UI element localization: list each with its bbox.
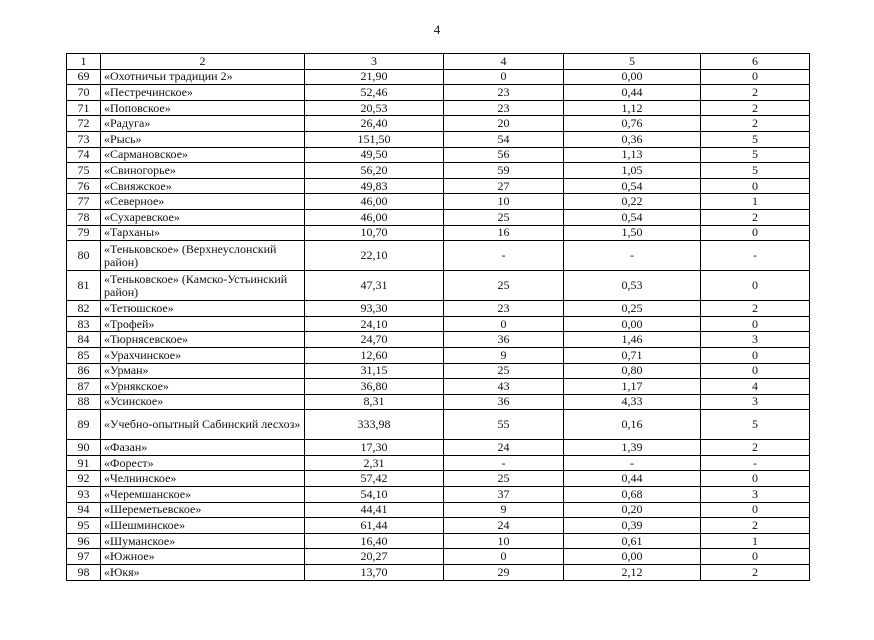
quota-cell: 2 — [701, 565, 810, 581]
density-cell: 4,33 — [564, 394, 701, 410]
count-cell: 23 — [444, 301, 564, 317]
table-row — [67, 410, 810, 440]
name-cell: «Тетюшское» — [101, 301, 305, 317]
density-cell: - — [564, 241, 701, 271]
count-cell: 9 — [444, 347, 564, 363]
table-row — [67, 518, 810, 534]
name-cell: «Черемшанское» — [101, 487, 305, 503]
density-cell: 0,53 — [564, 271, 701, 301]
row-number-cell: 72 — [67, 116, 101, 132]
name-cell: «Тарханы» — [101, 225, 305, 241]
quota-cell: 0 — [701, 316, 810, 332]
area-cell: 57,42 — [305, 471, 444, 487]
density-cell: 0,00 — [564, 316, 701, 332]
quota-cell: 5 — [701, 131, 810, 147]
area-cell: 49,50 — [305, 147, 444, 163]
name-cell: «Свияжское» — [101, 178, 305, 194]
name-cell: «Урахчинское» — [101, 347, 305, 363]
table-row — [67, 565, 810, 581]
area-cell: 10,70 — [305, 225, 444, 241]
column-header: 1 — [67, 54, 101, 70]
name-cell: «Южное» — [101, 549, 305, 565]
row-number-cell: 81 — [67, 271, 101, 301]
area-cell: 56,20 — [305, 163, 444, 179]
quota-cell: 0 — [701, 471, 810, 487]
row-number-cell: 77 — [67, 194, 101, 210]
count-cell: 24 — [444, 440, 564, 456]
row-number-cell: 97 — [67, 549, 101, 565]
row-number-cell: 95 — [67, 518, 101, 534]
name-cell: «Урман» — [101, 363, 305, 379]
count-cell: 37 — [444, 487, 564, 503]
name-cell: «Усинское» — [101, 394, 305, 410]
density-cell: 2,12 — [564, 565, 701, 581]
area-cell: 20,27 — [305, 549, 444, 565]
quota-cell: 5 — [701, 410, 810, 440]
density-cell: 0,39 — [564, 518, 701, 534]
name-cell: «Шуманское» — [101, 533, 305, 549]
density-cell: 0,36 — [564, 131, 701, 147]
density-cell: 0,71 — [564, 347, 701, 363]
density-cell: 0,76 — [564, 116, 701, 132]
area-cell: 49,83 — [305, 178, 444, 194]
area-cell: 47,31 — [305, 271, 444, 301]
name-cell: «Челнинское» — [101, 471, 305, 487]
column-header: 6 — [701, 54, 810, 70]
quota-cell: 0 — [701, 347, 810, 363]
name-cell: «Сухаревское» — [101, 209, 305, 225]
count-cell: 27 — [444, 178, 564, 194]
density-cell: 1,39 — [564, 440, 701, 456]
count-cell: 25 — [444, 271, 564, 301]
name-cell: «Северное» — [101, 194, 305, 210]
count-cell: 23 — [444, 85, 564, 101]
quota-cell: 3 — [701, 394, 810, 410]
area-cell: 22,10 — [305, 241, 444, 271]
table-row — [67, 194, 810, 210]
name-cell: «Шешминское» — [101, 518, 305, 534]
table-row — [67, 394, 810, 410]
table-row — [67, 316, 810, 332]
name-cell: «Теньковское» (Камско-Устьинский район) — [101, 271, 305, 301]
row-number-cell: 98 — [67, 565, 101, 581]
area-cell: 44,41 — [305, 502, 444, 518]
row-number-cell: 78 — [67, 209, 101, 225]
density-cell: 0,22 — [564, 194, 701, 210]
quota-cell: - — [701, 241, 810, 271]
area-cell: 46,00 — [305, 209, 444, 225]
area-cell: 26,40 — [305, 116, 444, 132]
table-row — [67, 241, 810, 271]
hunting-grounds-table — [66, 53, 810, 581]
area-cell: 333,98 — [305, 410, 444, 440]
row-number-cell: 84 — [67, 332, 101, 348]
quota-cell: 0 — [701, 69, 810, 85]
density-cell: 1,50 — [564, 225, 701, 241]
row-number-cell: 69 — [67, 69, 101, 85]
table-row — [67, 502, 810, 518]
area-cell: 13,70 — [305, 565, 444, 581]
table-row — [67, 549, 810, 565]
row-number-cell: 90 — [67, 440, 101, 456]
table-row — [67, 271, 810, 301]
count-cell: 0 — [444, 69, 564, 85]
density-cell: 0,25 — [564, 301, 701, 317]
row-number-cell: 93 — [67, 487, 101, 503]
column-header: 3 — [305, 54, 444, 70]
area-cell: 31,15 — [305, 363, 444, 379]
count-cell: 9 — [444, 502, 564, 518]
count-cell: 20 — [444, 116, 564, 132]
table-row — [67, 209, 810, 225]
name-cell: «Трофей» — [101, 316, 305, 332]
density-cell: 0,54 — [564, 209, 701, 225]
area-cell: 24,70 — [305, 332, 444, 348]
row-number-cell: 89 — [67, 410, 101, 440]
table-row — [67, 332, 810, 348]
quota-cell: 2 — [701, 100, 810, 116]
quota-cell: 5 — [701, 163, 810, 179]
density-cell: 1,46 — [564, 332, 701, 348]
name-cell: «Пестречинское» — [101, 85, 305, 101]
table-row — [67, 440, 810, 456]
row-number-cell: 86 — [67, 363, 101, 379]
row-number-cell: 79 — [67, 225, 101, 241]
quota-cell: 0 — [701, 271, 810, 301]
quota-cell: 2 — [701, 518, 810, 534]
row-number-cell: 76 — [67, 178, 101, 194]
count-cell: 59 — [444, 163, 564, 179]
quota-cell: 2 — [701, 116, 810, 132]
area-cell: 8,31 — [305, 394, 444, 410]
table-row — [67, 533, 810, 549]
quota-cell: 4 — [701, 379, 810, 395]
count-cell: 0 — [444, 549, 564, 565]
table-row — [67, 347, 810, 363]
table-row — [67, 147, 810, 163]
area-cell: 52,46 — [305, 85, 444, 101]
area-cell: 12,60 — [305, 347, 444, 363]
row-number-cell: 92 — [67, 471, 101, 487]
density-cell: 0,54 — [564, 178, 701, 194]
count-cell: 25 — [444, 363, 564, 379]
quota-cell: 5 — [701, 147, 810, 163]
area-cell: 151,50 — [305, 131, 444, 147]
page-number: 4 — [433, 22, 441, 37]
area-cell: 16,40 — [305, 533, 444, 549]
density-cell: 0,61 — [564, 533, 701, 549]
table-row — [67, 301, 810, 317]
density-cell: 0,00 — [564, 549, 701, 565]
area-cell: 46,00 — [305, 194, 444, 210]
quota-cell: 0 — [701, 502, 810, 518]
count-cell: 16 — [444, 225, 564, 241]
table-row — [67, 131, 810, 147]
table-header-row — [67, 54, 810, 70]
column-header: 2 — [101, 54, 305, 70]
count-cell: 23 — [444, 100, 564, 116]
density-cell: 0,16 — [564, 410, 701, 440]
area-cell: 93,30 — [305, 301, 444, 317]
column-header: 5 — [564, 54, 701, 70]
table-row — [67, 455, 810, 471]
table-row — [67, 100, 810, 116]
area-cell: 17,30 — [305, 440, 444, 456]
count-cell: 36 — [444, 332, 564, 348]
name-cell: «Поповское» — [101, 100, 305, 116]
density-cell: 0,68 — [564, 487, 701, 503]
name-cell: «Рысь» — [101, 131, 305, 147]
count-cell: - — [444, 455, 564, 471]
row-number-cell: 80 — [67, 241, 101, 271]
table-row — [67, 178, 810, 194]
table-row — [67, 85, 810, 101]
row-number-cell: 74 — [67, 147, 101, 163]
density-cell: 0,80 — [564, 363, 701, 379]
quota-cell: - — [701, 455, 810, 471]
table-row — [67, 471, 810, 487]
name-cell: «Форест» — [101, 455, 305, 471]
quota-cell: 0 — [701, 178, 810, 194]
name-cell: «Сармановское» — [101, 147, 305, 163]
count-cell: 10 — [444, 194, 564, 210]
density-cell: 1,17 — [564, 379, 701, 395]
count-cell: 0 — [444, 316, 564, 332]
count-cell: 10 — [444, 533, 564, 549]
name-cell: «Фазан» — [101, 440, 305, 456]
quota-cell: 2 — [701, 301, 810, 317]
density-cell: 0,00 — [564, 69, 701, 85]
row-number-cell: 94 — [67, 502, 101, 518]
row-number-cell: 75 — [67, 163, 101, 179]
row-number-cell: 85 — [67, 347, 101, 363]
row-number-cell: 73 — [67, 131, 101, 147]
quota-cell: 1 — [701, 194, 810, 210]
density-cell: 1,13 — [564, 147, 701, 163]
row-number-cell: 70 — [67, 85, 101, 101]
table-row — [67, 363, 810, 379]
row-number-cell: 71 — [67, 100, 101, 116]
table-row — [67, 116, 810, 132]
column-header: 4 — [444, 54, 564, 70]
row-number-cell: 91 — [67, 455, 101, 471]
quota-cell: 0 — [701, 225, 810, 241]
name-cell: «Теньковское» (Верхнеуслонский район) — [101, 241, 305, 271]
count-cell: 55 — [444, 410, 564, 440]
table-body — [67, 69, 810, 580]
count-cell: 29 — [444, 565, 564, 581]
quota-cell: 0 — [701, 363, 810, 379]
row-number-cell: 82 — [67, 301, 101, 317]
table-row — [67, 225, 810, 241]
area-cell: 54,10 — [305, 487, 444, 503]
quota-cell: 2 — [701, 440, 810, 456]
table-row — [67, 163, 810, 179]
area-cell: 2,31 — [305, 455, 444, 471]
name-cell: «Учебно-опытный Сабинский лесхоз» — [101, 410, 305, 440]
quota-cell: 2 — [701, 209, 810, 225]
quota-cell: 2 — [701, 85, 810, 101]
row-number-cell: 88 — [67, 394, 101, 410]
area-cell: 20,53 — [305, 100, 444, 116]
area-cell: 36,80 — [305, 379, 444, 395]
name-cell: «Урнякское» — [101, 379, 305, 395]
name-cell: «Радуга» — [101, 116, 305, 132]
name-cell: «Охотничьи традиции 2» — [101, 69, 305, 85]
quota-cell: 1 — [701, 533, 810, 549]
count-cell: 56 — [444, 147, 564, 163]
count-cell: 43 — [444, 379, 564, 395]
density-cell: 0,44 — [564, 471, 701, 487]
density-cell: 1,05 — [564, 163, 701, 179]
area-cell: 61,44 — [305, 518, 444, 534]
count-cell: 24 — [444, 518, 564, 534]
row-number-cell: 87 — [67, 379, 101, 395]
area-cell: 21,90 — [305, 69, 444, 85]
density-cell: 0,20 — [564, 502, 701, 518]
quota-cell: 0 — [701, 549, 810, 565]
row-number-cell: 83 — [67, 316, 101, 332]
density-cell: 1,12 — [564, 100, 701, 116]
name-cell: «Тюрнясевское» — [101, 332, 305, 348]
density-cell: - — [564, 455, 701, 471]
quota-cell: 3 — [701, 487, 810, 503]
count-cell: 36 — [444, 394, 564, 410]
count-cell: 25 — [444, 209, 564, 225]
table-row — [67, 69, 810, 85]
count-cell: 25 — [444, 471, 564, 487]
count-cell: 54 — [444, 131, 564, 147]
name-cell: «Шереметьевское» — [101, 502, 305, 518]
table-row — [67, 379, 810, 395]
name-cell: «Юкя» — [101, 565, 305, 581]
count-cell: - — [444, 241, 564, 271]
table-row — [67, 487, 810, 503]
quota-cell: 3 — [701, 332, 810, 348]
density-cell: 0,44 — [564, 85, 701, 101]
row-number-cell: 96 — [67, 533, 101, 549]
name-cell: «Свиногорье» — [101, 163, 305, 179]
area-cell: 24,10 — [305, 316, 444, 332]
